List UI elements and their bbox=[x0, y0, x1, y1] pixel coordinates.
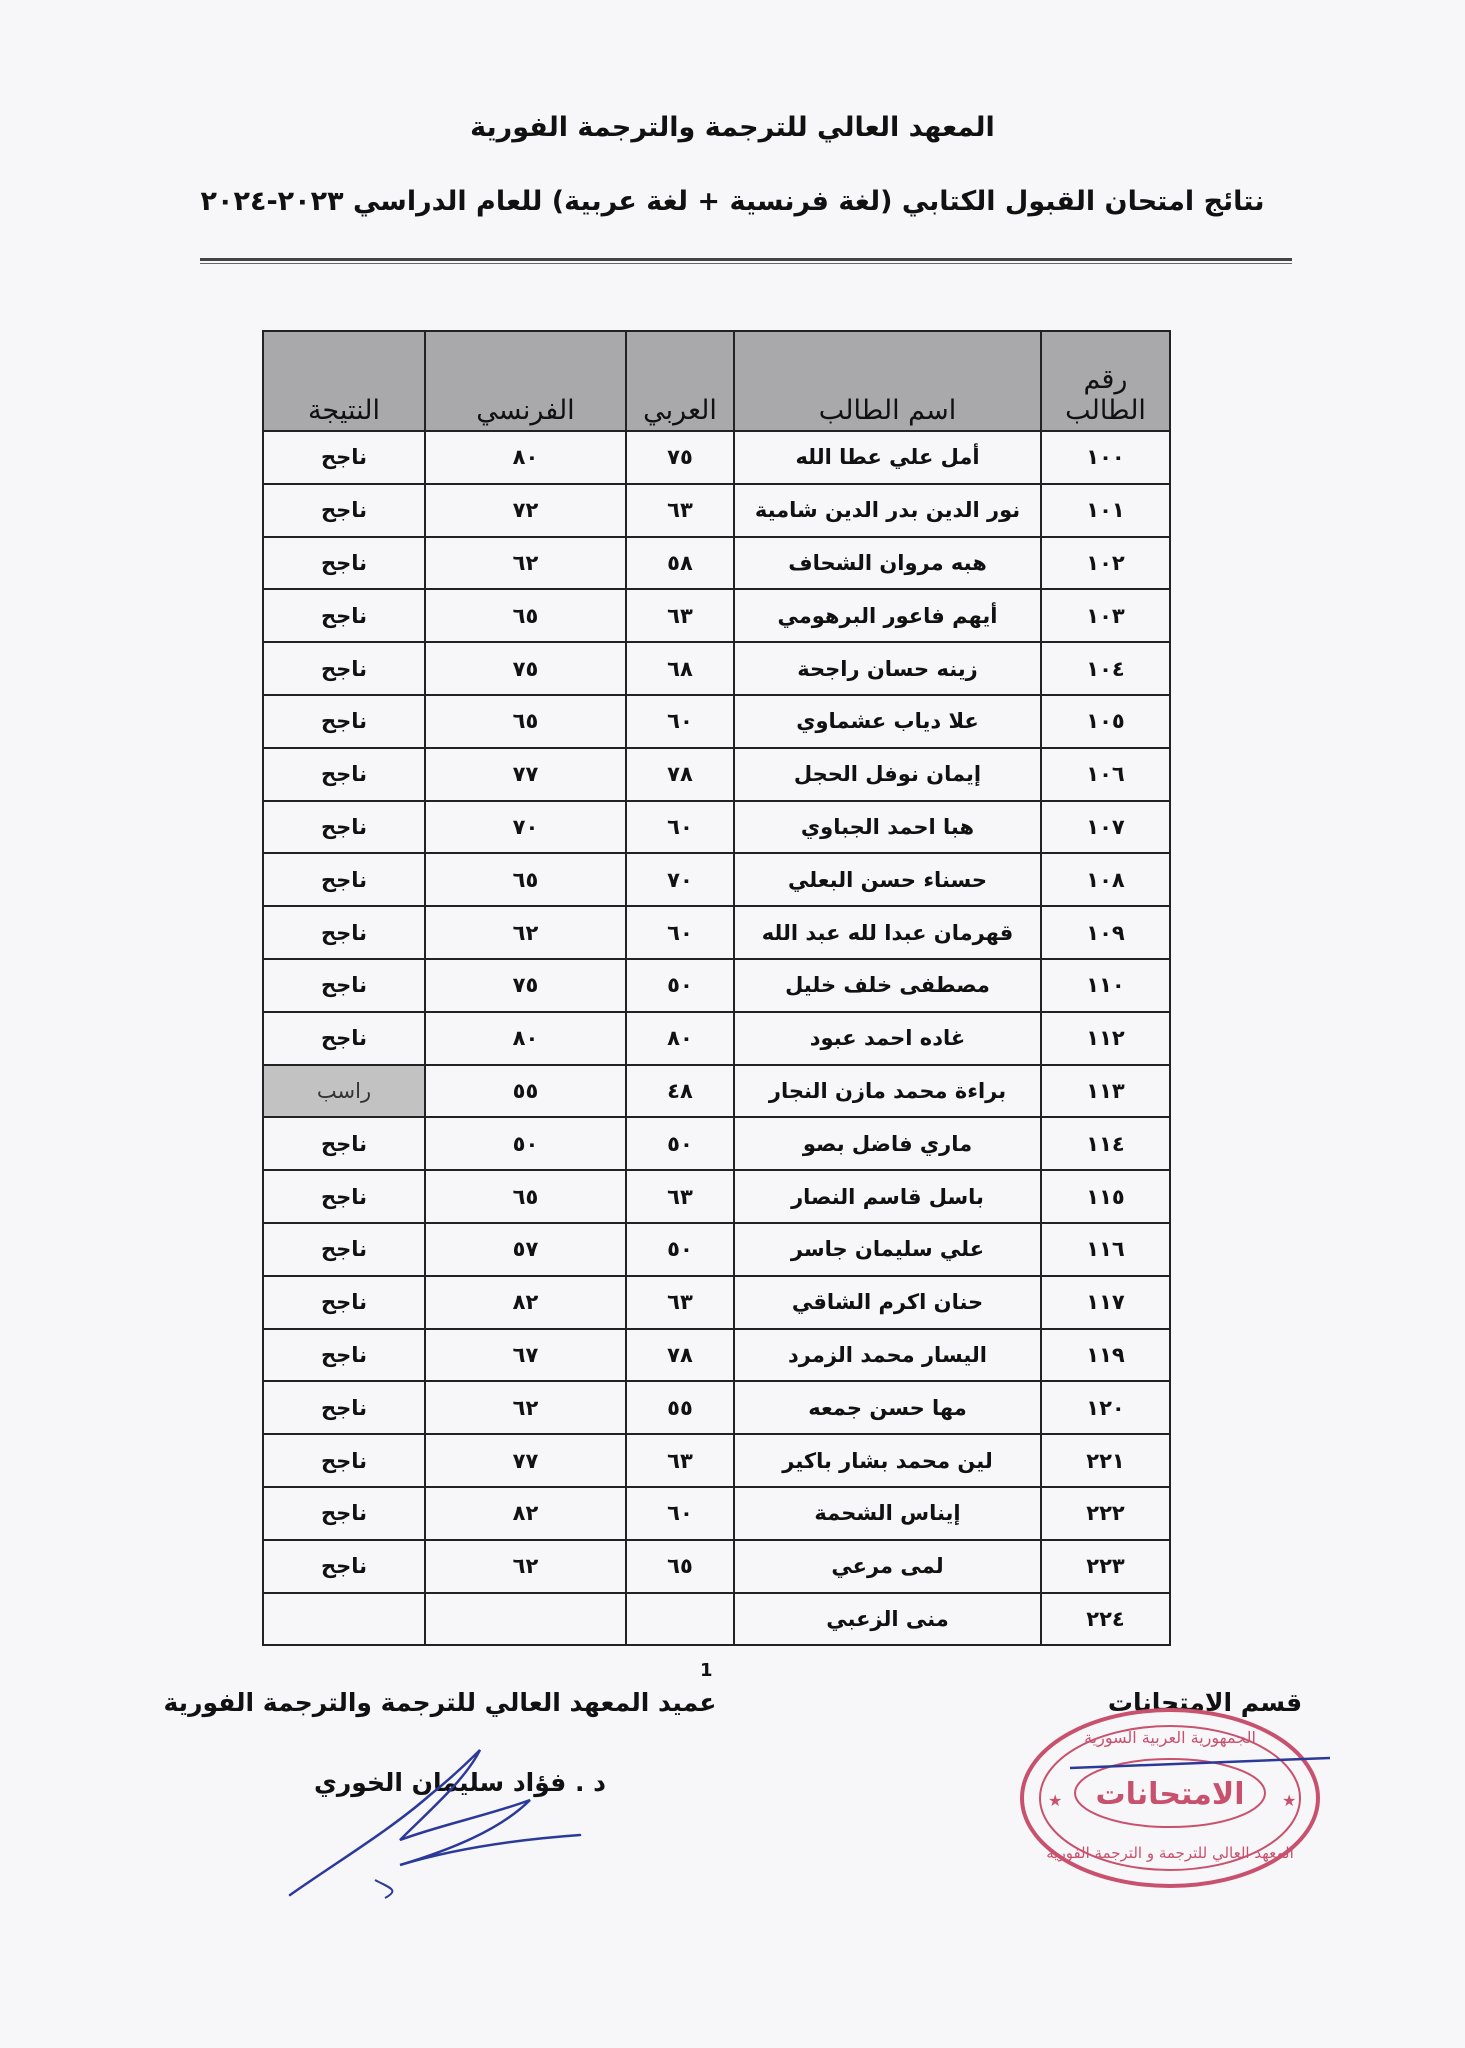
result-cell: ناجح bbox=[263, 1170, 425, 1223]
student-number-cell: ١٠٨ bbox=[1041, 853, 1170, 906]
signature-icon bbox=[280, 1740, 600, 1910]
french-score-cell: ٦٢ bbox=[425, 1381, 626, 1434]
french-score-cell: ٨٠ bbox=[425, 1012, 626, 1065]
exam-title: نتائج امتحان القبول الكتابي (لغة فرنسية + لغة عربية) للعام الدراسي ٢٠٢٣-٢٠٢٤ bbox=[200, 186, 1265, 217]
student-number-cell: ١١٥ bbox=[1041, 1170, 1170, 1223]
svg-text:★: ★ bbox=[1282, 1791, 1297, 1810]
header-result: النتيجة bbox=[263, 331, 425, 431]
institute-title: المعهد العالي للترجمة والترجمة الفورية bbox=[470, 112, 995, 143]
french-score-cell: ٦٥ bbox=[425, 695, 626, 748]
student-number-cell: ١٠٧ bbox=[1041, 801, 1170, 854]
student-name-cell: هبه مروان الشحاف bbox=[734, 537, 1041, 590]
table-row bbox=[263, 589, 1170, 642]
french-score-cell: ٧٠ bbox=[425, 801, 626, 854]
student-name-cell: براءة محمد مازن النجار bbox=[734, 1065, 1041, 1118]
student-name-cell: إيمان نوفل الحجل bbox=[734, 748, 1041, 801]
student-number-cell: ١٠٥ bbox=[1041, 695, 1170, 748]
results-table bbox=[262, 330, 1171, 1646]
french-score-cell: ٦٥ bbox=[425, 589, 626, 642]
student-name-cell: أمل علي عطا الله bbox=[734, 431, 1041, 484]
result-cell: راسب bbox=[263, 1065, 425, 1118]
arabic-score-cell: ٦٠ bbox=[626, 1487, 734, 1540]
arabic-score-cell: ٦٣ bbox=[626, 589, 734, 642]
french-score-cell: ٧٧ bbox=[425, 1434, 626, 1487]
result-cell: ناجح bbox=[263, 1381, 425, 1434]
table-row bbox=[263, 1381, 1170, 1434]
arabic-score-cell: ٦٠ bbox=[626, 906, 734, 959]
result-cell: ناجح bbox=[263, 1487, 425, 1540]
french-score-cell: ٧٧ bbox=[425, 748, 626, 801]
arabic-score-cell: ٧٠ bbox=[626, 853, 734, 906]
result-cell: ناجح bbox=[263, 1434, 425, 1487]
svg-text:★: ★ bbox=[1048, 1791, 1063, 1810]
result-cell: ناجح bbox=[263, 853, 425, 906]
table-row bbox=[263, 1329, 1170, 1382]
table-row bbox=[263, 537, 1170, 590]
student-name-cell: مصطفى خلف خليل bbox=[734, 959, 1041, 1012]
french-score-cell: ٥٧ bbox=[425, 1223, 626, 1276]
student-name-cell: هبا احمد الجباوي bbox=[734, 801, 1041, 854]
french-score-cell: ٧٥ bbox=[425, 959, 626, 1012]
table-row bbox=[263, 853, 1170, 906]
french-score-cell: ٦٢ bbox=[425, 537, 626, 590]
arabic-score-cell bbox=[626, 1593, 734, 1646]
header-french: الفرنسي bbox=[425, 331, 626, 431]
student-number-cell: ٢٢٤ bbox=[1041, 1593, 1170, 1646]
result-cell: ناجح bbox=[263, 906, 425, 959]
student-name-cell: ماري فاضل بصو bbox=[734, 1117, 1041, 1170]
table-row bbox=[263, 1593, 1170, 1646]
result-cell: ناجح bbox=[263, 537, 425, 590]
student-number-cell: ١١٤ bbox=[1041, 1117, 1170, 1170]
table-row bbox=[263, 695, 1170, 748]
table-row bbox=[263, 748, 1170, 801]
student-number-cell: ١٢٠ bbox=[1041, 1381, 1170, 1434]
header-divider bbox=[200, 258, 1292, 264]
student-number-cell: ١١٢ bbox=[1041, 1012, 1170, 1065]
stamp-top-text: الجمهورية العربية السورية bbox=[1084, 1728, 1256, 1747]
french-score-cell: ٨٠ bbox=[425, 431, 626, 484]
french-score-cell: ٨٢ bbox=[425, 1276, 626, 1329]
arabic-score-cell: ٦٣ bbox=[626, 484, 734, 537]
student-number-cell: ٢٢٢ bbox=[1041, 1487, 1170, 1540]
student-name-cell: لين محمد بشار باكير bbox=[734, 1434, 1041, 1487]
result-cell: ناجح bbox=[263, 484, 425, 537]
student-name-cell: مها حسن جمعه bbox=[734, 1381, 1041, 1434]
stamp-icon bbox=[1010, 1698, 1340, 1898]
student-name-cell: زينه حسان راجحة bbox=[734, 642, 1041, 695]
student-number-cell: ١١٣ bbox=[1041, 1065, 1170, 1118]
result-cell: ناجح bbox=[263, 748, 425, 801]
result-cell: ناجح bbox=[263, 695, 425, 748]
student-number-cell: ١٠٢ bbox=[1041, 537, 1170, 590]
student-number-cell: ١١٠ bbox=[1041, 959, 1170, 1012]
result-cell: ناجح bbox=[263, 1329, 425, 1382]
student-name-cell: منى الزعبي bbox=[734, 1593, 1041, 1646]
result-cell: ناجح bbox=[263, 1012, 425, 1065]
arabic-score-cell: ٧٨ bbox=[626, 748, 734, 801]
table-row bbox=[263, 959, 1170, 1012]
student-number-cell: ١٠١ bbox=[1041, 484, 1170, 537]
result-cell bbox=[263, 1593, 425, 1646]
arabic-score-cell: ٦٥ bbox=[626, 1540, 734, 1593]
student-name-cell: إيناس الشحمة bbox=[734, 1487, 1041, 1540]
arabic-score-cell: ٦٣ bbox=[626, 1434, 734, 1487]
student-number-cell: ١٠٩ bbox=[1041, 906, 1170, 959]
french-score-cell: ٦٥ bbox=[425, 1170, 626, 1223]
arabic-score-cell: ٥٨ bbox=[626, 537, 734, 590]
student-number-cell: ١١٩ bbox=[1041, 1329, 1170, 1382]
header-student-number: رقم الطالب bbox=[1041, 331, 1170, 431]
student-number-cell: ١١٧ bbox=[1041, 1276, 1170, 1329]
student-name-cell: اليسار محمد الزمرد bbox=[734, 1329, 1041, 1382]
result-cell: ناجح bbox=[263, 642, 425, 695]
arabic-score-cell: ٦٠ bbox=[626, 801, 734, 854]
table-row bbox=[263, 1434, 1170, 1487]
stamp-center-text: الامتحانات bbox=[1095, 1777, 1245, 1812]
french-score-cell: ٦٥ bbox=[425, 853, 626, 906]
student-name-cell: لمى مرعي bbox=[734, 1540, 1041, 1593]
table-header-row bbox=[263, 331, 1170, 431]
table-row bbox=[263, 1223, 1170, 1276]
student-name-cell: حسناء حسن البعلي bbox=[734, 853, 1041, 906]
student-number-cell: ١٠٤ bbox=[1041, 642, 1170, 695]
student-number-cell: ١٠٦ bbox=[1041, 748, 1170, 801]
french-score-cell: ٥٥ bbox=[425, 1065, 626, 1118]
arabic-score-cell: ٦٣ bbox=[626, 1276, 734, 1329]
french-score-cell: ٦٧ bbox=[425, 1329, 626, 1382]
arabic-score-cell: ٥٠ bbox=[626, 1223, 734, 1276]
student-name-cell: قهرمان عبدا لله عبد الله bbox=[734, 906, 1041, 959]
table-row bbox=[263, 1012, 1170, 1065]
table-row bbox=[263, 431, 1170, 484]
result-cell: ناجح bbox=[263, 431, 425, 484]
student-name-cell: أيهم فاعور البرهومي bbox=[734, 589, 1041, 642]
dean-name: د . فؤاد سليمان الخوري bbox=[313, 1768, 607, 1797]
result-cell: ناجح bbox=[263, 959, 425, 1012]
student-number-cell: ١٠٠ bbox=[1041, 431, 1170, 484]
page-number: 1 bbox=[700, 1660, 713, 1681]
arabic-score-cell: ٨٠ bbox=[626, 1012, 734, 1065]
dean-title: عميد المعهد العالي للترجمة والترجمة الفورية bbox=[163, 1688, 717, 1717]
arabic-score-cell: ٥٠ bbox=[626, 959, 734, 1012]
header-arabic: العربي bbox=[626, 331, 734, 431]
student-name-cell: نور الدين بدر الدين شامية bbox=[734, 484, 1041, 537]
table-row bbox=[263, 1540, 1170, 1593]
french-score-cell: ٦٢ bbox=[425, 1540, 626, 1593]
arabic-score-cell: ٧٥ bbox=[626, 431, 734, 484]
table-row bbox=[263, 1487, 1170, 1540]
result-cell: ناجح bbox=[263, 1540, 425, 1593]
result-cell: ناجح bbox=[263, 1223, 425, 1276]
table-row bbox=[263, 906, 1170, 959]
french-score-cell: ٧٥ bbox=[425, 642, 626, 695]
french-score-cell: ٧٢ bbox=[425, 484, 626, 537]
table-row bbox=[263, 1065, 1170, 1118]
french-score-cell bbox=[425, 1593, 626, 1646]
student-number-cell: ٢٢٣ bbox=[1041, 1540, 1170, 1593]
french-score-cell: ٥٠ bbox=[425, 1117, 626, 1170]
table-row bbox=[263, 484, 1170, 537]
student-name-cell: حنان اكرم الشاقي bbox=[734, 1276, 1041, 1329]
arabic-score-cell: ٥٠ bbox=[626, 1117, 734, 1170]
student-number-cell: ٢٢١ bbox=[1041, 1434, 1170, 1487]
french-score-cell: ٦٢ bbox=[425, 906, 626, 959]
student-number-cell: ١٠٣ bbox=[1041, 589, 1170, 642]
stamp-bottom-text: المعهد العالي للترجمة و الترجمة الفورية bbox=[1046, 1844, 1294, 1862]
arabic-score-cell: ٦٠ bbox=[626, 695, 734, 748]
student-number-cell: ١١٦ bbox=[1041, 1223, 1170, 1276]
table-row bbox=[263, 801, 1170, 854]
french-score-cell: ٨٢ bbox=[425, 1487, 626, 1540]
header-student-name: اسم الطالب bbox=[734, 331, 1041, 431]
table-row bbox=[263, 1117, 1170, 1170]
arabic-score-cell: ٥٥ bbox=[626, 1381, 734, 1434]
arabic-score-cell: ٦٣ bbox=[626, 1170, 734, 1223]
result-cell: ناجح bbox=[263, 801, 425, 854]
result-cell: ناجح bbox=[263, 1276, 425, 1329]
arabic-score-cell: ٤٨ bbox=[626, 1065, 734, 1118]
table-row bbox=[263, 1170, 1170, 1223]
student-name-cell: علي سليمان جاسر bbox=[734, 1223, 1041, 1276]
student-name-cell: غاده احمد عبود bbox=[734, 1012, 1041, 1065]
table-row bbox=[263, 1276, 1170, 1329]
table-row bbox=[263, 642, 1170, 695]
arabic-score-cell: ٦٨ bbox=[626, 642, 734, 695]
student-name-cell: علا دياب عشماوي bbox=[734, 695, 1041, 748]
exams-department-label: قسم الامتحانات bbox=[1107, 1688, 1303, 1717]
result-cell: ناجح bbox=[263, 589, 425, 642]
arabic-score-cell: ٧٨ bbox=[626, 1329, 734, 1382]
result-cell: ناجح bbox=[263, 1117, 425, 1170]
student-name-cell: باسل قاسم النصار bbox=[734, 1170, 1041, 1223]
